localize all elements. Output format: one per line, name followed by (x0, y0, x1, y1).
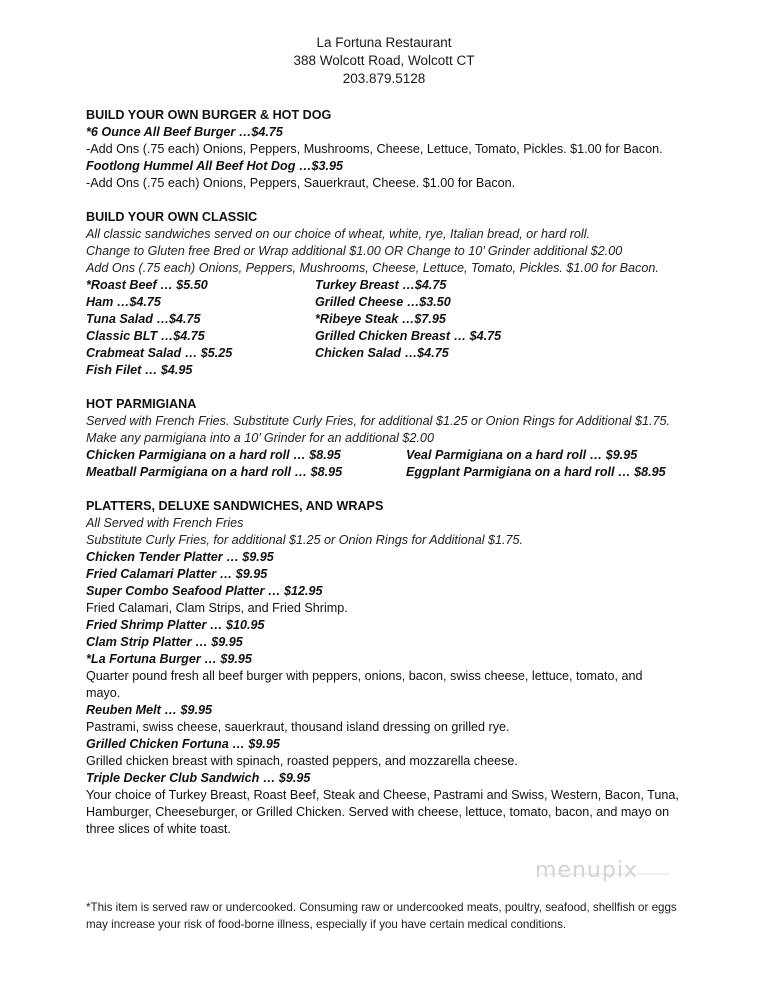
menu-item: Grilled Chicken Breast … $4.75 (315, 329, 502, 343)
menu-item-desc: -Add Ons (.75 each) Onions, Peppers, Mushrooms, Cheese, Lettuce, Tomato, Pickles. $1.00 for Bacon. (86, 142, 663, 156)
menu-item: Meatball Parmigiana on a hard roll … $8.95 (86, 465, 343, 479)
section-note: Substitute Curly Fries, for additional $1.25 or Onion Rings for Additional $1.75. (86, 533, 524, 547)
menu-item: Clam Strip Platter … $9.95 (86, 635, 243, 649)
menu-item: Turkey Breast …$4.75 (315, 278, 447, 292)
menu-item-hotdog: Footlong Hummel All Beef Hot Dog …$3.95 (86, 159, 344, 173)
menu-item: Triple Decker Club Sandwich … $9.95 (86, 771, 311, 785)
section-note: Change to Gluten free Bred or Wrap additional $1.00 OR Change to 10’ Grinder additional $2.00 (86, 244, 623, 258)
menu-item: Veal Parmigiana on a hard roll … $9.95 (406, 448, 638, 462)
section-note: All classic sandwiches served on our choice of wheat, white, rye, Italian bread, or hard roll. (86, 227, 590, 241)
menu-item: Reuben Melt … $9.95 (86, 703, 212, 717)
restaurant-name: La Fortuna Restaurant (316, 35, 452, 50)
menu-item-desc: Your choice of Turkey Breast, Roast Beef, Steak and Cheese, Pastrami and Swiss, Western, Bacon, Tuna, (86, 788, 679, 802)
restaurant-address: 388 Wolcott Road, Wolcott CT (293, 53, 475, 68)
menu-item-desc: three slices of white toast. (86, 822, 231, 836)
menu-item: Fried Shrimp Platter … $10.95 (86, 618, 265, 632)
menu-item: Grilled Chicken Fortuna … $9.95 (86, 737, 280, 751)
menu-item: Eggplant Parmigiana on a hard roll … $8.95 (406, 465, 666, 479)
section-title-burger-hotdog: BUILD YOUR OWN BURGER & HOT DOG (86, 108, 332, 122)
section-title-platters: PLATTERS, DELUXE SANDWICHES, AND WRAPS (86, 499, 384, 513)
menu-item: Classic BLT …$4.75 (86, 329, 205, 343)
menu-item: *Ribeye Steak …$7.95 (315, 312, 446, 326)
watermark-logo: menupix (535, 858, 638, 883)
menu-item-desc: Hamburger, Cheeseburger, or Grilled Chicken. Served with cheese, lettuce, tomato, bacon, and mayo on (86, 805, 670, 819)
menu-item: Ham …$4.75 (86, 295, 161, 309)
menu-item: *Roast Beef … $5.50 (86, 278, 208, 292)
menu-item: Tuna Salad …$4.75 (86, 312, 201, 326)
menu-item-desc: -Add Ons (.75 each) Onions, Peppers, Sauerkraut, Cheese. $1.00 for Bacon. (86, 176, 516, 190)
section-note: All Served with French Fries (86, 516, 244, 530)
section-note: Add Ons (.75 each) Onions, Peppers, Mushrooms, Cheese, Lettuce, Tomato, Pickles. $1.00 for Bacon. (86, 261, 659, 275)
restaurant-header (0, 34, 768, 88)
menu-item: Super Combo Seafood Platter … $12.95 (86, 584, 323, 598)
menu-item: Chicken Tender Platter … $9.95 (86, 550, 274, 564)
section-note: Make any parmigiana into a 10’ Grinder for an additional $2.00 (86, 431, 434, 445)
menu-item: Chicken Salad …$4.75 (315, 346, 449, 360)
menu-item: *La Fortuna Burger … $9.95 (86, 652, 252, 666)
section-title-parmigiana: HOT PARMIGIANA (86, 397, 197, 411)
section-note: Served with French Fries. Substitute Curly Fries, for additional $1.25 or Onion Rings for Additional $1.75. (86, 414, 671, 428)
menu-item: Fried Calamari Platter … $9.95 (86, 567, 268, 581)
menu-item-burger: *6 Ounce All Beef Burger …$4.75 (86, 125, 283, 139)
disclaimer-line: may increase your risk of food-borne illness, especially if you have certain medical conditions. (86, 918, 567, 931)
menu-item-desc: Pastrami, swiss cheese, sauerkraut, thousand island dressing on grilled rye. (86, 720, 510, 734)
menu-item-desc: Grilled chicken breast with spinach, roasted peppers, and mozzarella cheese. (86, 754, 518, 768)
footer-disclaimer (86, 899, 677, 933)
menu-item: Chicken Parmigiana on a hard roll … $8.95 (86, 448, 341, 462)
menu-item-desc: Fried Calamari, Clam Strips, and Fried Shrimp. (86, 601, 348, 615)
menu-item: Crabmeat Salad … $5.25 (86, 346, 233, 360)
menu-item-desc: mayo. (86, 686, 121, 700)
menu-item: Grilled Cheese …$3.50 (315, 295, 451, 309)
section-title-classic: BUILD YOUR OWN CLASSIC (86, 210, 258, 224)
menu-item: Fish Filet … $4.95 (86, 363, 193, 377)
restaurant-phone: 203.879.5128 (342, 71, 426, 86)
disclaimer-line: *This item is served raw or undercooked. Consuming raw or undercooked meats, poultry, seafood, shellfish or eggs (86, 901, 677, 914)
menu-item-desc: Quarter pound fresh all beef burger with peppers, onions, bacon, swiss cheese, lettuce, tomato, and (86, 669, 643, 683)
